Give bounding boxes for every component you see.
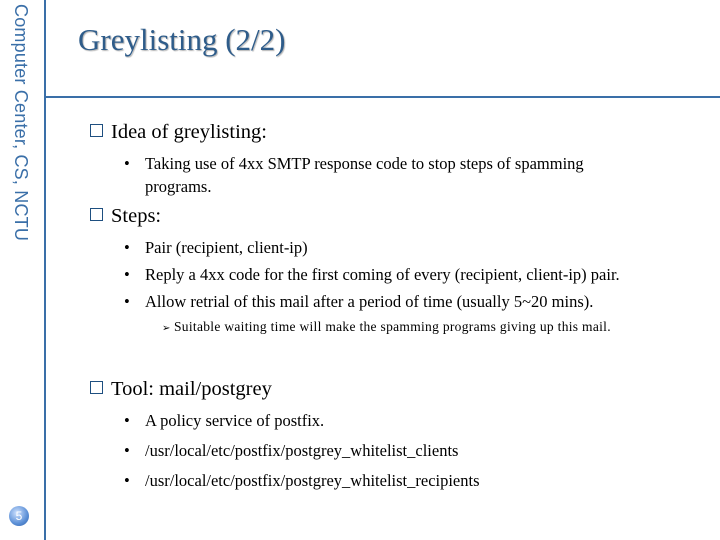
bullet-dot-icon: • [124, 292, 130, 311]
bullet-item [124, 265, 620, 285]
sidebar-org-text: Computer Center, CS, NCTU [11, 4, 31, 242]
sub-bullet-text: Suitable waiting time will make the spamming programs giving up this mail. [174, 319, 611, 334]
sidebar-org-label [7, 4, 31, 324]
bullet-text: /usr/local/etc/postfix/postgrey_whitelist_clients [145, 441, 459, 460]
bullet-text-continuation: programs. [145, 177, 212, 196]
bullet-item [124, 441, 458, 461]
sub-bullet-item [162, 319, 611, 335]
bullet-dot-icon: • [124, 265, 130, 284]
bullet-dot-icon: • [124, 441, 130, 460]
checkbox-bullet-icon [90, 208, 103, 221]
bullet-item [124, 471, 480, 491]
bullet-dot-icon: • [124, 238, 130, 257]
section-heading-text: Tool: mail/postgrey [111, 378, 272, 400]
bullet-text: /usr/local/etc/postfix/postgrey_whitelist_recipients [145, 471, 480, 490]
bullet-dot-icon: • [124, 154, 130, 173]
arrow-bullet-icon: ➢ [162, 323, 171, 334]
section-heading-text: Steps: [111, 205, 162, 227]
bullet-item [124, 411, 324, 431]
section-heading-text: Idea of greylisting: [111, 121, 267, 143]
page-number-badge: 5 [9, 506, 29, 526]
slide-title: Greylisting (2/2) [78, 22, 286, 57]
bullet-item [124, 154, 584, 174]
bullet-dot-icon: • [124, 471, 130, 490]
bullet-text: A policy service of postfix. [145, 411, 325, 430]
bullet-item [124, 292, 593, 312]
bullet-text: Pair (recipient, client-ip) [145, 238, 308, 257]
checkbox-bullet-icon [90, 381, 103, 394]
section-heading-steps [90, 205, 161, 228]
bullet-text: Reply a 4xx code for the first coming of every (recipient, client-ip) pair. [145, 265, 620, 284]
vertical-divider [44, 0, 46, 540]
horizontal-divider [46, 96, 720, 98]
bullet-dot-icon: • [124, 411, 130, 430]
checkbox-bullet-icon [90, 124, 103, 137]
section-heading-idea [90, 121, 267, 144]
bullet-item [124, 238, 308, 258]
bullet-text: Taking use of 4xx SMTP response code to stop steps of spamming [145, 154, 584, 173]
bullet-text: Allow retrial of this mail after a period of time (usually 5~20 mins). [145, 292, 594, 311]
section-heading-tool [90, 378, 272, 401]
